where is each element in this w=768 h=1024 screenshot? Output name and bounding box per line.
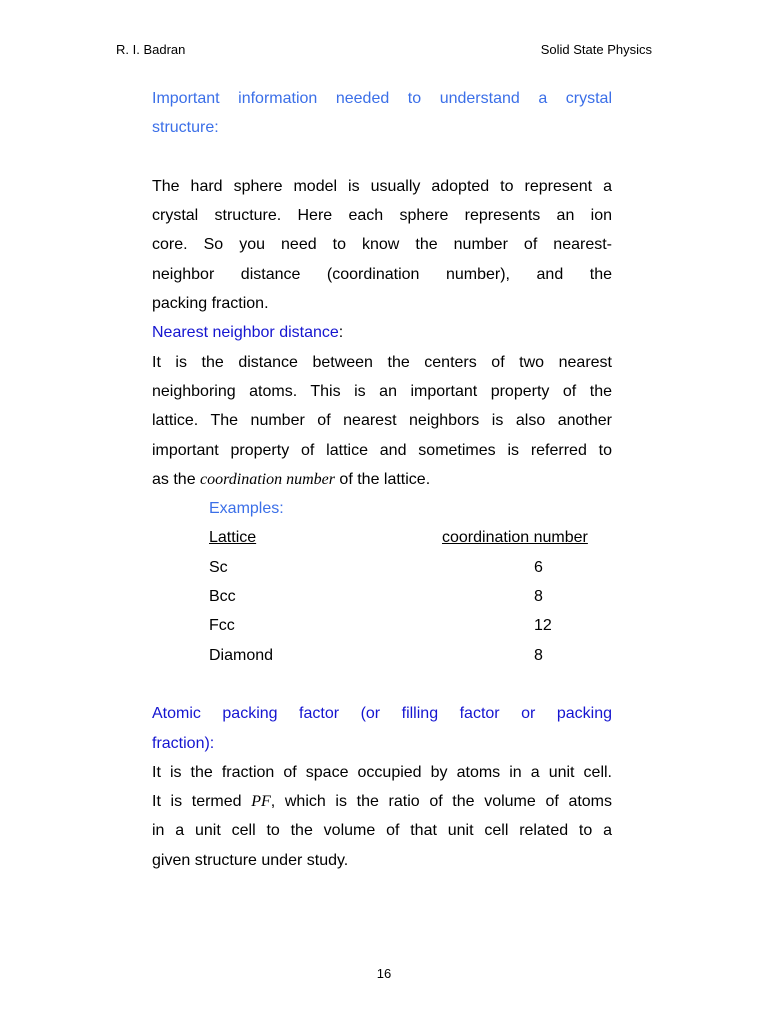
page-body	[152, 84, 612, 875]
section1-line: neighbor distance (coordination number), and the	[152, 265, 612, 283]
lattice-cell: Diamond	[209, 646, 274, 664]
col-lattice-header: Lattice	[209, 529, 257, 547]
lattice-cell: Fcc	[209, 617, 235, 635]
section2-heading	[152, 318, 612, 347]
examples-title: Examples:	[209, 500, 284, 518]
table-row	[209, 611, 612, 640]
section1-heading-line1: Important information needed to understand a crystal	[152, 90, 612, 107]
table-row	[209, 641, 612, 670]
pf-term: PF	[251, 793, 271, 811]
coordination-number-term: coordination number	[200, 470, 335, 488]
section2-line: It is the distance between the centers of two nearest	[152, 353, 612, 371]
section1-heading-line2: structure:	[152, 119, 219, 137]
col-number-header: coordination number	[442, 529, 588, 547]
number-cell: 8	[534, 588, 543, 606]
section2-line: neighboring atoms. This is an important property of the	[152, 382, 612, 400]
section3-heading-line1: Atomic packing factor (or filling factor or packing	[152, 705, 612, 723]
number-cell: 12	[534, 617, 552, 635]
section3-line2-suffix: , which is the ratio of the volume of atoms	[270, 793, 613, 811]
section3-line3: in a unit cell to the volume of that unit cell related to a	[152, 822, 612, 840]
table-row	[209, 553, 612, 582]
lattice-cell: Bcc	[209, 588, 236, 606]
section2-line: lattice. The number of nearest neighbors is also another	[152, 412, 612, 430]
lattice-cell: Sc	[209, 558, 228, 576]
section3-heading-line2: fraction):	[152, 734, 215, 752]
section2-last-prefix: as the	[152, 470, 201, 488]
section3-line4: given structure under study.	[152, 851, 349, 869]
table-row	[209, 582, 612, 611]
number-cell: 6	[534, 558, 543, 576]
section3-line2	[152, 787, 612, 816]
section1-line: crystal structure. Here each sphere represents an ion	[152, 207, 612, 225]
section1-line: The hard sphere model is usually adopted to represent a	[152, 177, 612, 195]
section1-line: packing fraction.	[152, 295, 269, 313]
examples-header-row	[209, 523, 612, 552]
section2-heading-colon: :	[338, 324, 344, 342]
section3-line1: It is the fraction of space occupied by atoms in a unit cell.	[152, 763, 612, 781]
header-subject: Solid State Physics	[540, 42, 652, 57]
section1-line: core. So you need to know the number of nearest-	[152, 236, 612, 254]
page-number: 16	[376, 966, 392, 981]
header-author: R. I. Badran	[116, 42, 186, 57]
section2-last-suffix: of the lattice.	[334, 470, 431, 488]
section2-line: important property of lattice and sometimes is referred to	[152, 441, 612, 459]
number-cell: 8	[534, 646, 543, 664]
examples-block	[209, 494, 612, 670]
section2-last-line	[152, 465, 612, 494]
section3-line2-prefix: It is termed	[152, 793, 252, 811]
section2-heading-text: Nearest neighbor distance	[152, 324, 339, 342]
